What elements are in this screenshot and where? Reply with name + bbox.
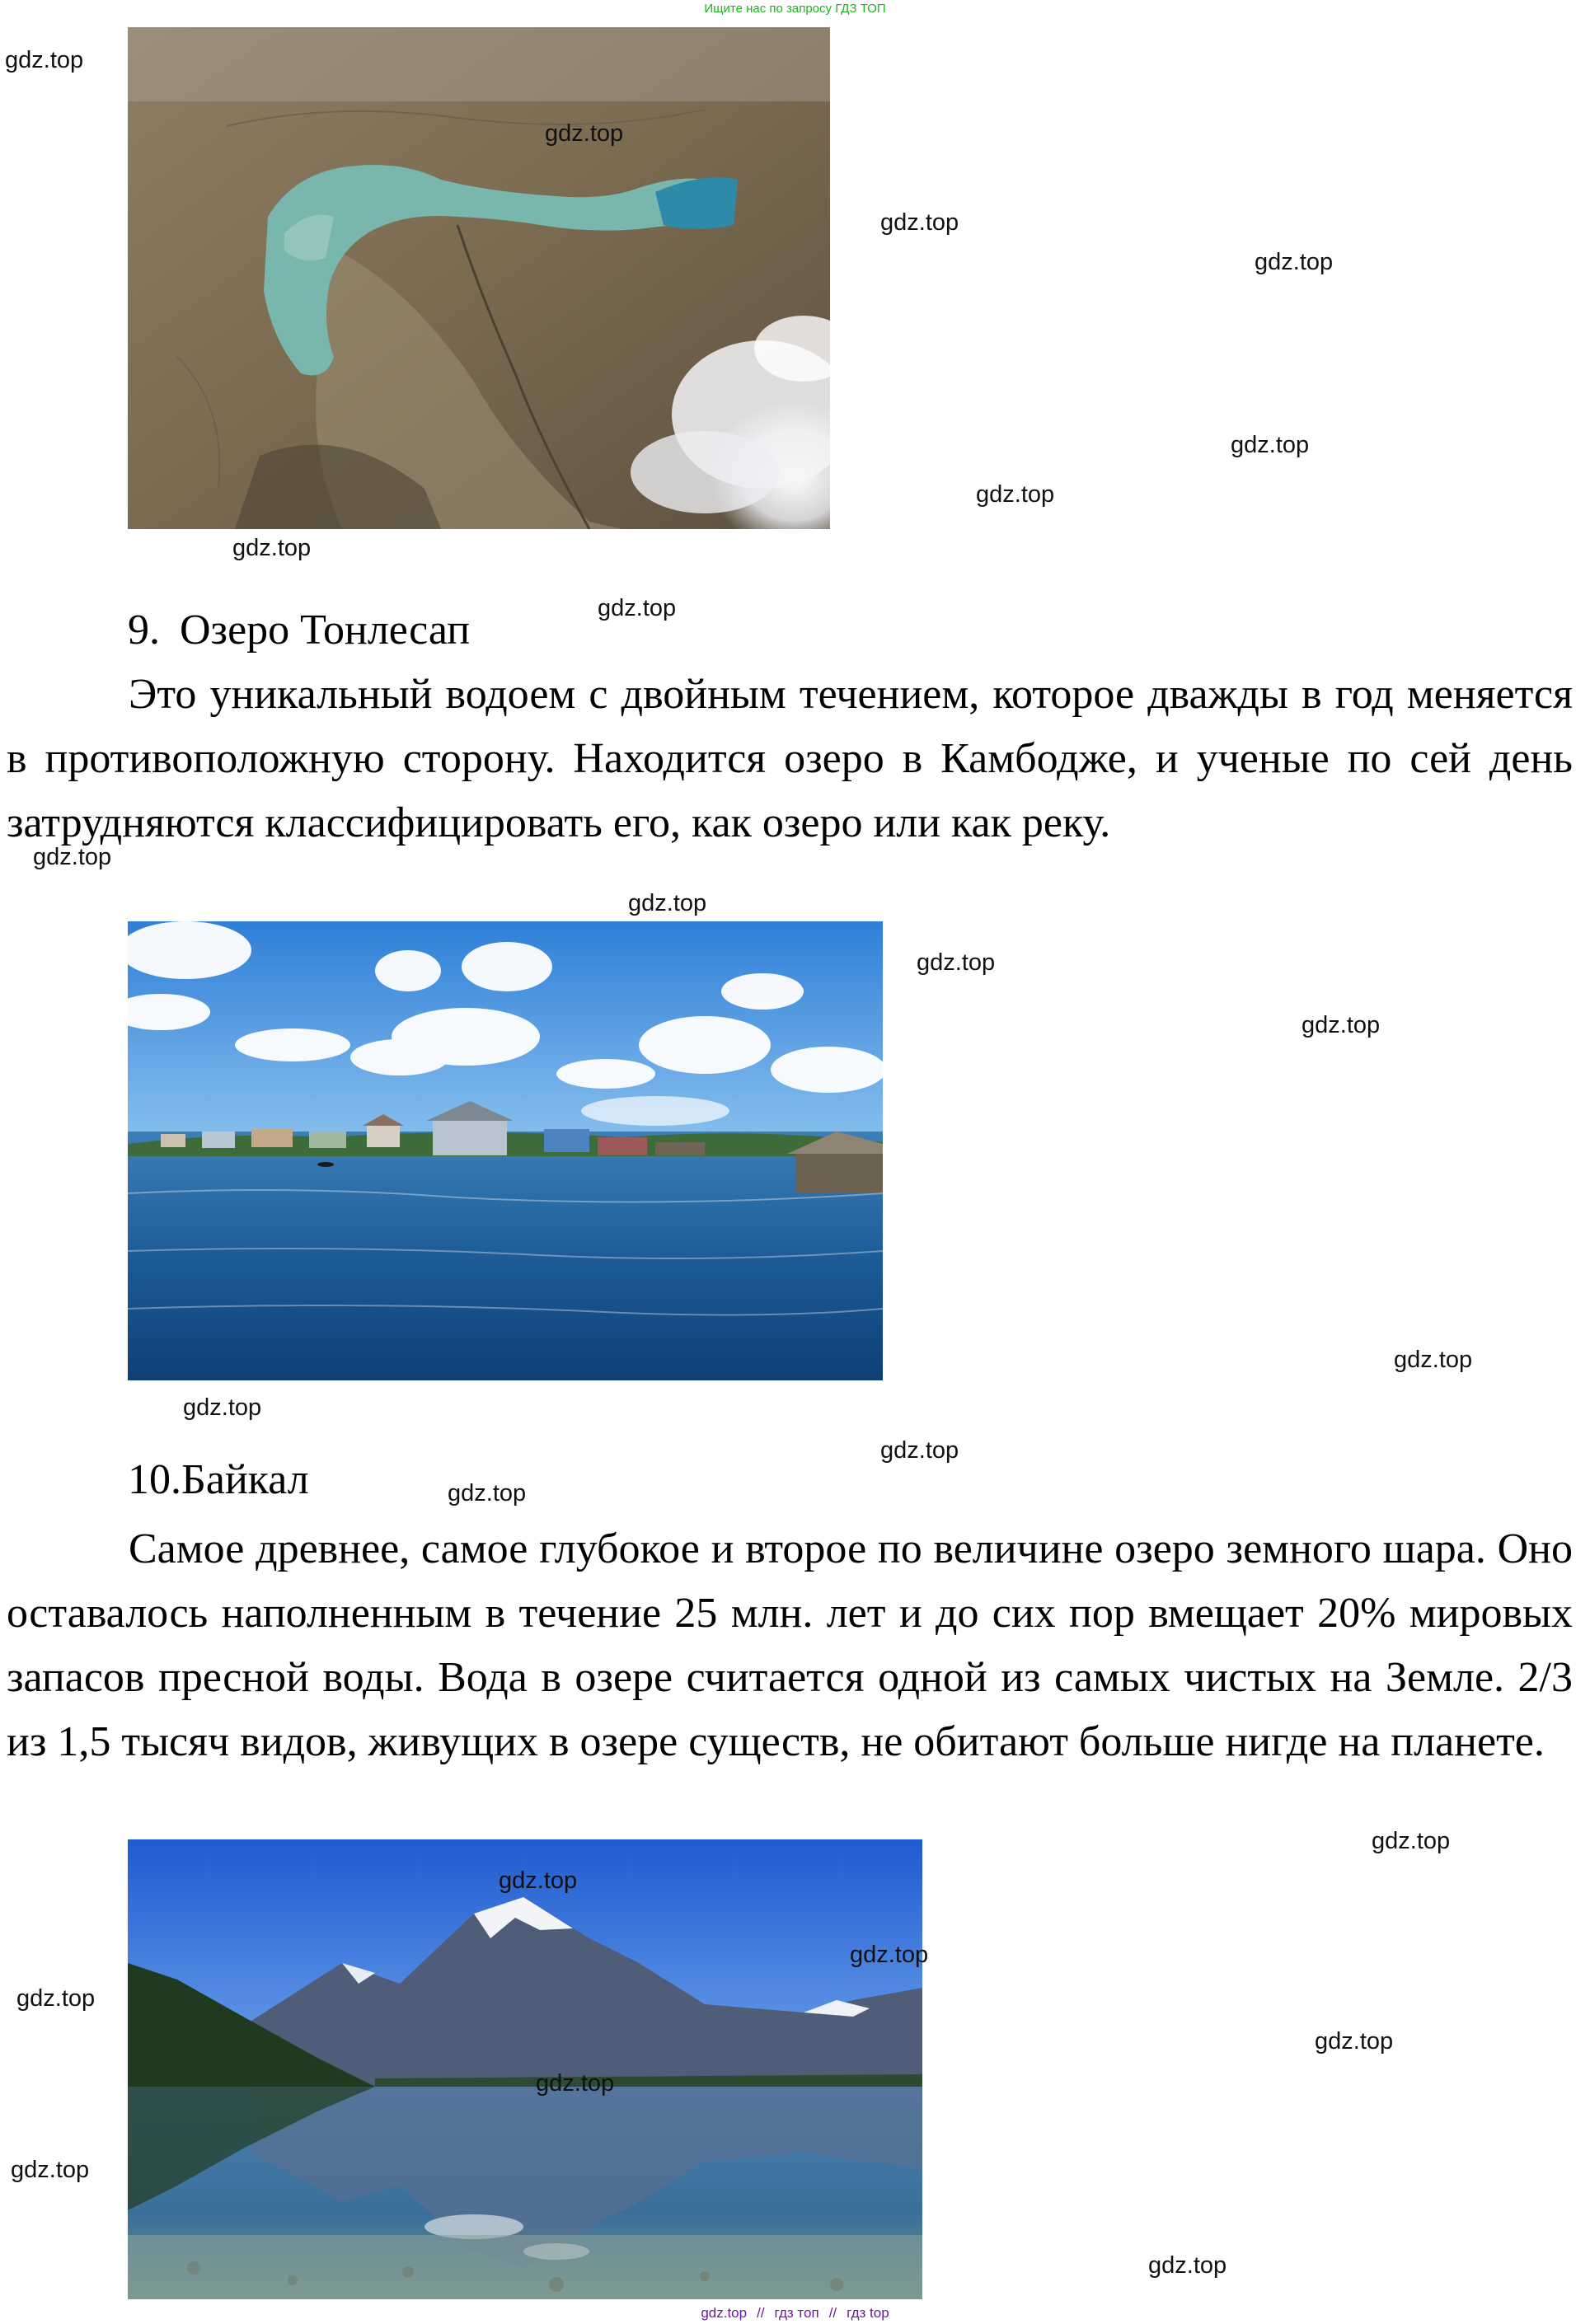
footer-links bbox=[0, 2305, 1590, 2322]
section-9-title: Озеро Тонлесап bbox=[180, 607, 471, 654]
watermark: gdz.top bbox=[1255, 249, 1334, 275]
satellite-lake-photo bbox=[128, 27, 830, 529]
watermark: gdz.top bbox=[33, 844, 112, 870]
mountain-lake-photo bbox=[128, 1839, 922, 2299]
watermark: gdz.top bbox=[545, 120, 624, 147]
watermark: gdz.top bbox=[880, 1437, 959, 1464]
watermark: gdz.top bbox=[183, 1394, 262, 1421]
footer-link-gdz-top[interactable]: gdz.top bbox=[701, 2305, 748, 2321]
watermark: gdz.top bbox=[536, 2070, 615, 2097]
footer-link-gdz-top-ru[interactable]: гдз топ bbox=[774, 2305, 819, 2321]
watermark: gdz.top bbox=[1372, 1828, 1451, 1854]
watermark: gdz.top bbox=[11, 2157, 90, 2183]
watermark: gdz.top bbox=[1315, 2028, 1394, 2055]
watermark: gdz.top bbox=[628, 890, 707, 916]
watermark: gdz.top bbox=[850, 1942, 929, 1968]
top-banner[interactable]: Ищите нас по запросу ГДЗ ТОП bbox=[704, 2, 886, 16]
watermark: gdz.top bbox=[880, 209, 959, 236]
footer-link-gdz-top-mixed[interactable]: гдз top bbox=[847, 2305, 889, 2321]
section-9-number: 9. bbox=[128, 607, 160, 654]
footer-separator: // bbox=[757, 2305, 765, 2321]
watermark: gdz.top bbox=[5, 47, 84, 73]
watermark: gdz.top bbox=[598, 595, 677, 621]
footer-separator: // bbox=[828, 2305, 837, 2321]
watermark: gdz.top bbox=[232, 535, 312, 561]
watermark: gdz.top bbox=[1394, 1347, 1473, 1373]
watermark: gdz.top bbox=[976, 481, 1055, 508]
watermark: gdz.top bbox=[1148, 2252, 1227, 2279]
section-10-text: Самое древнее, самое глубокое и второе по величине озеро земного шара. Оно оставалось наполненным в течение 25 млн. лет и до сих пор вмещает 20% мировых запасов пресной воды. Вода в озере считается одной из самых чистых на Земле. 2/3 из 1,5 тысяч видов, живущих в озере существ, не обитают больше нигде на планете. bbox=[7, 1525, 1573, 1765]
section-9-text: Это уникальный водоем с двойным течением, которое дважды в год меняется в противоположную сторону. Находится озеро в Камбодже, и ученые по сей день затрудняются классифицировать его, как озеро или как реку. bbox=[7, 671, 1573, 846]
watermark: gdz.top bbox=[499, 1867, 578, 1894]
section-10-number: 10. bbox=[128, 1456, 181, 1503]
watermark: gdz.top bbox=[16, 1985, 96, 2012]
watermark: gdz.top bbox=[1231, 432, 1310, 458]
section-9-heading bbox=[128, 606, 470, 654]
watermark: gdz.top bbox=[1302, 1012, 1381, 1038]
watermark: gdz.top bbox=[917, 949, 996, 976]
section-10-heading bbox=[128, 1455, 309, 1504]
section-10-title: Байкал bbox=[181, 1456, 309, 1503]
floating-village-photo bbox=[128, 921, 883, 1380]
watermark: gdz.top bbox=[448, 1480, 527, 1506]
